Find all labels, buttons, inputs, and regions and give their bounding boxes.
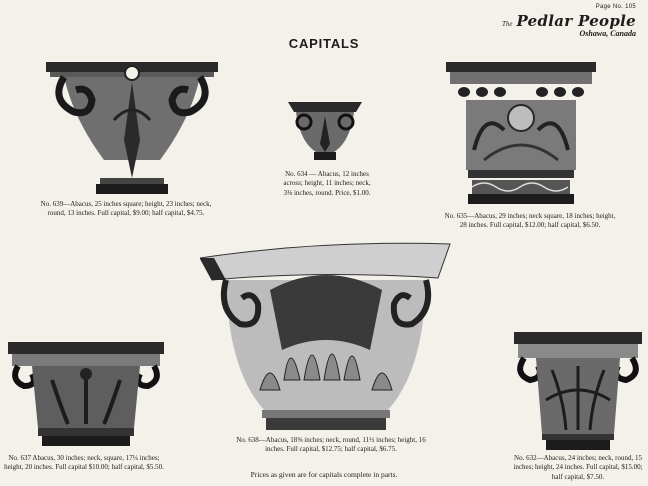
brand-the: The: [501, 20, 513, 28]
page-number: Page No. 105: [595, 4, 636, 10]
price-note: Prices as given are for capitals complete in parts.: [250, 470, 398, 479]
page-title: CAPITALS: [288, 36, 360, 51]
capital-638-caption: No. 638—Abacus, 18⅝ inches; neck, round, 11½ inches; height, 16 inches. Full capital, $12.75; half capital, $6.75.: [236, 436, 426, 454]
capital-632-caption: No. 632—Abacus, 24 inches; neck, round, 15 inches; height, 24 inches. Full capital, $15.00; half capital, $7.50.: [513, 454, 643, 481]
capital-638-illustration: [200, 240, 452, 434]
capital-637-illustration: [8, 340, 164, 448]
capital-635-illustration: [444, 60, 598, 208]
capital-637-caption: No. 637 Abacus, 30 inches; neck, square, 17¼ inches; height, 20 inches. Full capital $10.00; half capital, $5.50.: [4, 454, 164, 472]
capital-639-illustration: [44, 60, 220, 200]
capital-634-caption: No. 634 — Abacus, 12 inches across; height, 11 inches; neck, 3⅜ inches, round. Price, $1.00.: [283, 170, 371, 197]
brand-name: Pedlar People: [516, 12, 636, 30]
capital-632-illustration: [512, 330, 644, 452]
brand-logo: [502, 12, 636, 38]
capital-635-caption: No. 635—Abacus, 29 inches; neck square, 18 inches; height, 28 inches. Full capital, $12.00; half capital, $6.50.: [444, 212, 616, 230]
capital-639-caption: No. 639—Abacus, 25 inches square; height, 23 inches; neck, round, 13 inches. Full capital, $9.00; half capital, $4.75.: [40, 200, 212, 218]
capital-634-illustration: [286, 98, 364, 166]
brand-city: Oshawa, Canada: [579, 29, 636, 38]
